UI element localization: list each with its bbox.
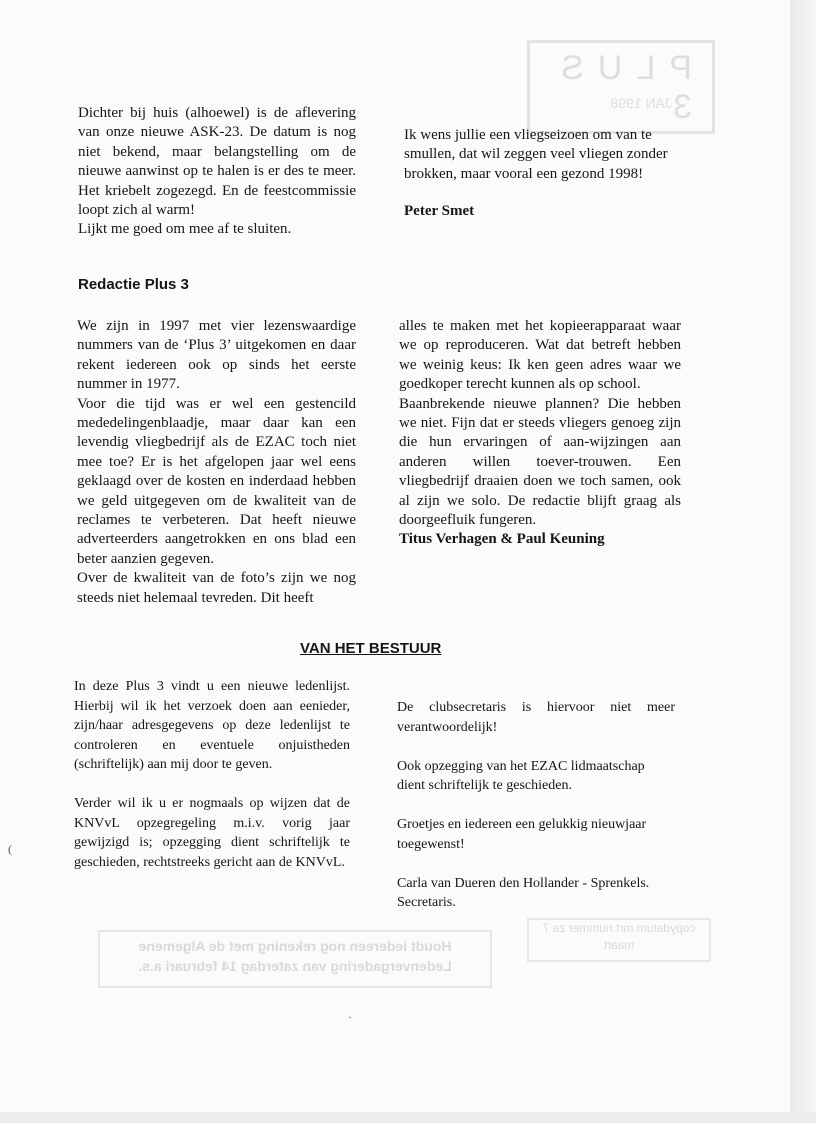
bestuur-left-p2: Verder wil ik u er nogmaals op wijzen dat de KNVvL opzegregeling m.i.v. vorig jaar gewijzigd is; opzegging dient schriftelijk te geschieden, rechtstreeks gericht aan de KNVvL. xyxy=(74,796,350,870)
bestuur-right-column xyxy=(397,698,675,913)
redactie-left-p1: We zijn in 1997 met vier lezenswaardige nummers van de ‘Plus 3’ uitgekomen en daar rekent iedereen ook op sinds het eerste nummer in 1977. xyxy=(77,318,356,393)
bestuur-signature-role: Secretaris. xyxy=(397,895,456,910)
redactie-heading: Redactie Plus 3 xyxy=(78,276,189,293)
bestuur-heading: VAN HET BESTUUR xyxy=(300,640,442,657)
bestuur-left-p1: In deze Plus 3 vindt u een nieuwe ledenlijst. Hierbij wil ik het verzoek doen aan eenieder, zijn/haar adresgegevens op deze ledenlijst te controleren en eventuele onjuistheden (schriftelijk) aan mij door te geven. xyxy=(74,679,350,772)
punch-mark: ( xyxy=(8,842,12,856)
redactie-left-p3: Over de kwaliteit van de foto’s zijn we nog steeds niet helemaal tevreden. Dit heeft xyxy=(77,570,356,606)
show-through-stamp: PLUS 3 JAN 1998 xyxy=(527,40,715,134)
wish-column xyxy=(404,126,686,184)
scan-speck: · xyxy=(348,1010,352,1024)
wish-paragraph: Ik wens jullie een vliegseizoen om van te smullen, dat wil zeggen veel vliegen zonder brokken, maar vooral een gezond 1998! xyxy=(404,127,668,182)
intro-closing: Lijkt me goed om mee af te sluiten. xyxy=(78,221,292,238)
bestuur-right-p2: Ook opzegging van het EZAC lidmaatschap dient schriftelijk te geschieden. xyxy=(397,758,645,793)
show-through-notice: Houdt iedereen nog rekening met de Algemene Ledenvergadering van zaterdag 14 februari a.s. xyxy=(98,930,492,988)
intro-paragraph: Dichter bij huis (alhoewel) is de aflevering van onze nieuwe ASK-23. De datum is nog niet bekend, maar belangstelling om de nieuwe aanwinst op te halen is er des te meer. Het kriebelt zogezegd. En de feestcommissie loopt zich al warm! xyxy=(78,105,356,219)
wish-signature: Peter Smet xyxy=(404,203,475,219)
bestuur-signature-name: Carla van Dueren den Hollander - Sprenkels. xyxy=(397,875,650,891)
redactie-signature: Titus Verhagen & Paul Keuning xyxy=(399,531,605,548)
bestuur-left-column xyxy=(74,677,350,872)
redactie-right-column xyxy=(399,317,681,550)
intro-column xyxy=(78,104,356,240)
show-through-copydate: copydatum mrt.nummer za 7 maart xyxy=(527,918,711,962)
redactie-right-p2: Baanbrekende nieuwe plannen? Die hebben we niet. Fijn dat er steeds vliegers genoeg zijn die hun ervaringen of aan-wijzingen aan anderen willen toever-trouwen. Een vliegbedrijf draaien doen we toch samen, ook al zijn we solo. De redactie blijft graag als doorgeefluik fungeren. xyxy=(399,395,681,529)
redactie-left-column xyxy=(77,317,356,608)
redactie-right-p1: alles te maken met het kopieerapparaat waar we op reproduceren. Wat dat betreft hebben we weinig keus: Ik ken geen adres waar we goedkoper terecht kunnen als op school. xyxy=(399,318,681,393)
page-edge-bottom xyxy=(0,1112,816,1123)
bestuur-right-p1: De clubsecretaris is hiervoor niet meer verantwoordelijk! xyxy=(397,700,675,735)
redactie-left-p2: Voor die tijd was er wel een gestencild mededelingenblaadje, maar daar kan een levendig vliegbedrijf als de EZAC toch niet mee toe? Er is het afgelopen jaar wel eens geklaagd over de kosten en inderdaad hebben we geld uitgegeven om de kwaliteit van de reclames te verbeteren. Dat heeft nieuwe adverteerders aangetrokken en ons blad een beter aanzien gegeven. xyxy=(77,395,356,567)
page-edge xyxy=(790,0,816,1123)
bestuur-right-p3: Groetjes en iedereen een gelukkig nieuwjaar toegewenst! xyxy=(397,817,647,852)
